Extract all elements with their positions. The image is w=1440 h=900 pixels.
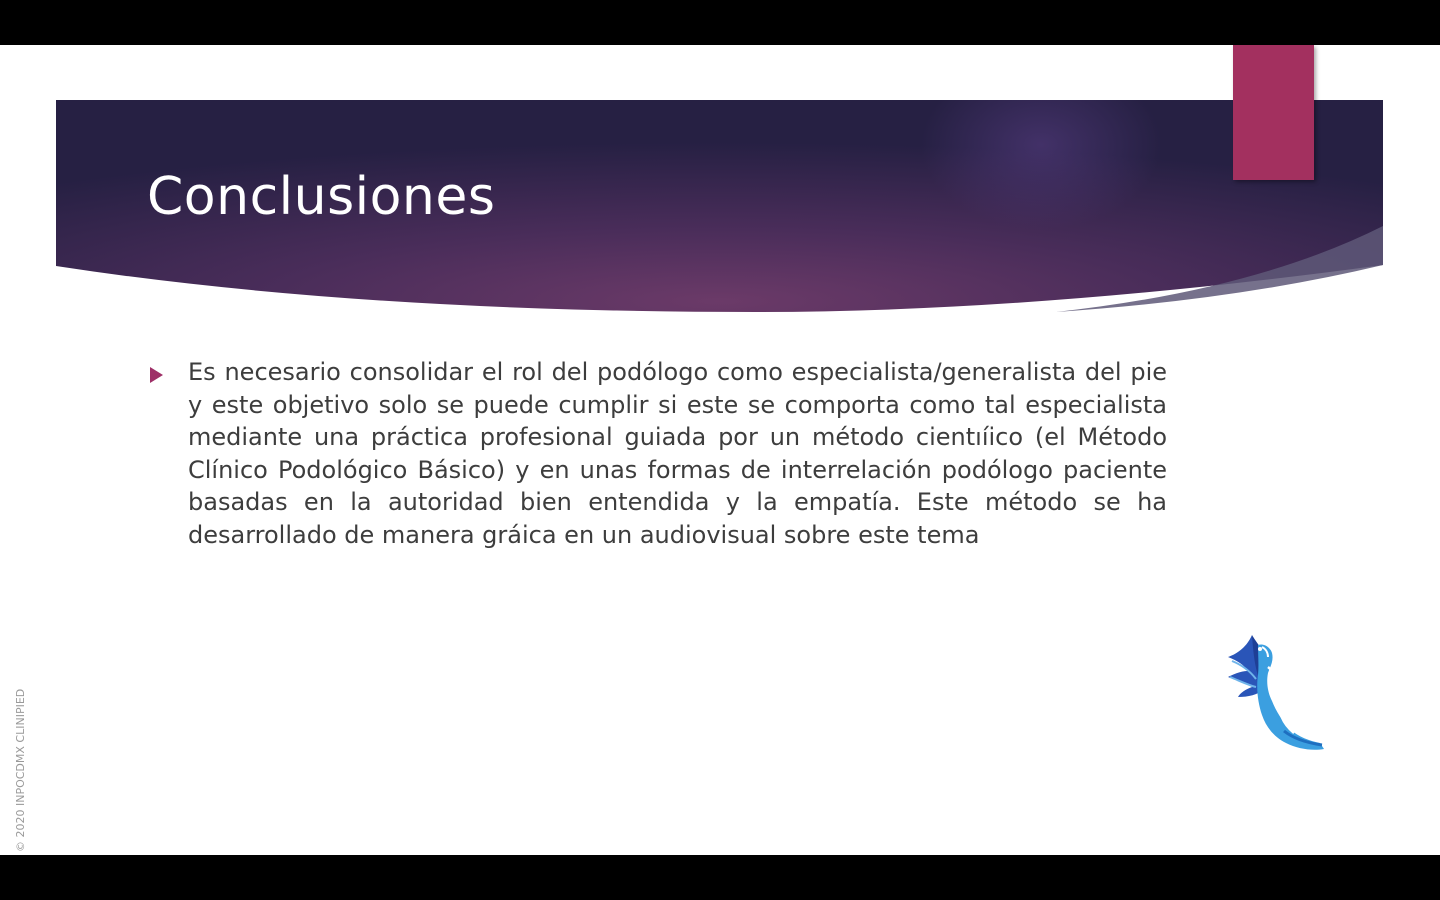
copyright-notice: © 2020 INPOCDMX CLINIPIED [14,688,27,852]
letterbox-top [0,0,1440,45]
bullet-item [147,356,1167,551]
slide-title: Conclusiones [147,167,496,227]
presentation-slide [0,45,1440,855]
accent-tab [1233,45,1314,180]
letterbox-bottom [0,855,1440,900]
bullet-text: Es necesario consolidar el rol del podólogo como especialista/generalista del pie y este objetivo solo se puede cumplir si este se comporta como tal especialista mediante una práctica profesional guiada por un método cientıíico (el Método Clínico Podológico Básico) y en unas formas de interrelación podólogo paciente basadas en la autoridad bien entendida y la empatía. Este método se ha desarrollado de manera gráica en un audiovisual sobre este tema [188,358,1167,549]
bullet-list [147,356,1167,551]
triangle-right-icon [150,367,163,383]
winged-foot-logo [1224,631,1326,753]
